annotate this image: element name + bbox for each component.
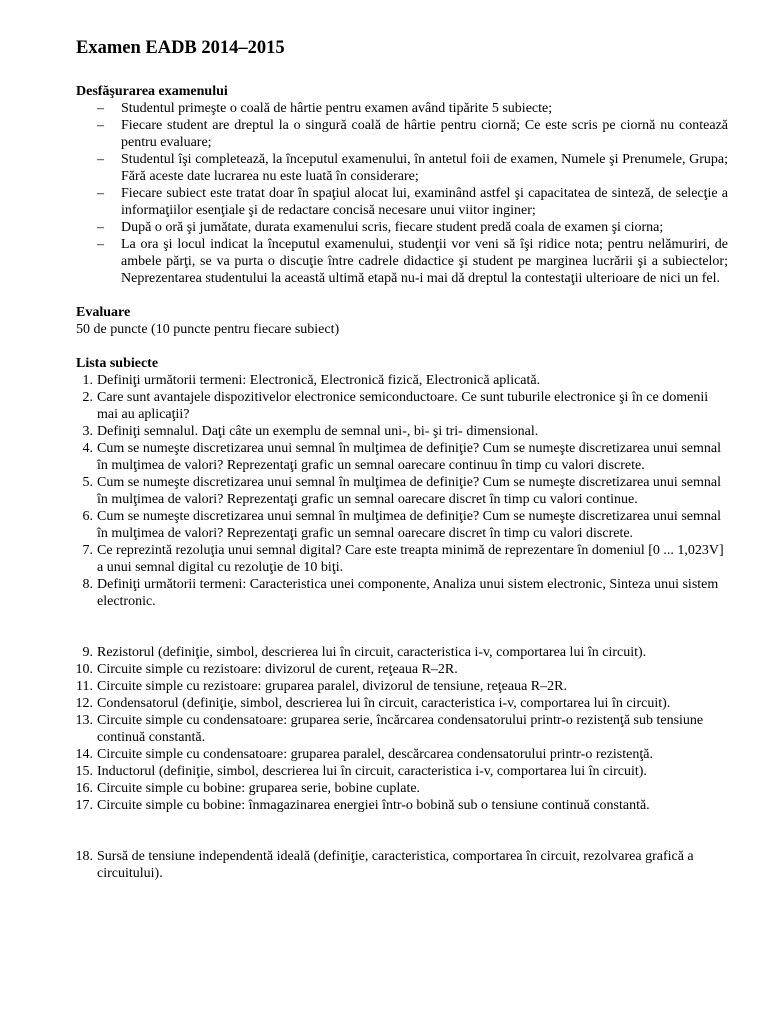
subject-item [76,848,728,882]
subject-item [76,695,728,712]
desfasurare-heading: Desfăşurarea examenului [76,84,228,99]
subject-number: 12. [75,696,93,711]
dash-bullet: – [97,101,104,116]
subject-text: Condensatorul (definiţie, simbol, descrierea lui în circuit, caracteristica i-v, comportarea lui în circuit). [97,696,671,711]
dash-bullet: – [97,237,104,252]
dash-bullet: – [97,118,104,133]
dash-bullet: – [97,186,104,201]
desfasurare-list [76,100,728,287]
subject-item [76,661,728,678]
subject-text: Circuite simple cu bobine: gruparea serie, bobine cuplate. [97,781,421,796]
subject-text: Circuite simple cu condensatoare: gruparea serie, încărcarea condensatorului printr-o rezistenţă sub tensiune continuă constantă. [97,713,704,745]
subject-text: Ce reprezintă rezoluţia unui semnal digital? Care este treapta minimă de reprezentare în domeniul [0 ... 1,023V] a unui semnal digital cu rezoluţie de 10 biţi. [97,543,724,575]
subject-item [76,372,728,389]
subject-number: 14. [75,747,93,762]
evaluare-text: 50 de puncte (10 puncte pentru fiecare subiect) [76,322,340,337]
subject-text: Cum se numeşte discretizarea unui semnal în mulţimea de definiţie? Cum se numeşte discretizarea unui semnal în mulţimea de valori? Reprezentaţi grafic un semnal oarecare continuu în timp cu valori discrete. [97,441,721,473]
list-item: – După o oră şi jumătate, durata examenului scris, fiecare student predă coala de examen şi ciorna; [97,220,664,235]
subject-list-3 [76,848,728,882]
subject-text: Rezistorul (definiţie, simbol, descrierea lui în circuit, caracteristica i-v, comportarea lui în circuit). [97,645,647,660]
subject-number: 9. [82,645,93,660]
subject-list-1 [76,372,728,610]
dash-bullet: – [97,220,104,235]
subject-text: Definiţi semnalul. Daţi câte un exemplu de semnal uni-, bi- şi tri- dimensional. [97,424,539,439]
list-item: – La ora şi locul indicat la începutul examenului, studenţii vor veni să îşi ridice nota; pentru nelămuriri, de ambele părţi, se va purta o discuţie între cadrele didactice şi student pe marginea lucrării şi a subiectelor; Neprezentarea studentului la această ultimă etapă nu-i mai dă dreptul la contestaţii ulterioare de nici un fel. [97,237,728,286]
subject-list-2 [76,644,728,814]
subject-text: Cum se numeşte discretizarea unui semnal în mulţimea de definiţie? Cum se numeşte discretizarea unui semnal în mulţimea de valori? Reprezentaţi grafic un semnal oarecare discret în timp cu valori discrete. [97,509,721,541]
subject-number: 11. [76,679,93,694]
subject-item [76,576,728,610]
dash-bullet: – [97,152,104,167]
subject-text: Inductorul (definiţie, simbol, descrierea lui în circuit, caracteristica i-v, comportarea lui în circuit). [97,764,647,779]
subject-text: Circuite simple cu rezistoare: divizorul de curent, reţeaua R–2R. [97,662,458,677]
subject-number: 8. [82,577,93,592]
subject-text: Definiţi următorii termeni: Electronică, Electronică fizică, Electronică aplicată. [97,373,541,388]
subject-item [76,474,728,508]
subject-item [76,440,728,474]
subject-number: 16. [75,781,93,796]
subject-item [76,644,728,661]
subject-text: Circuite simple cu bobine: înmagazinarea energiei într-o bobină sub o tensiune continuă constantă. [97,798,650,813]
subject-number: 5. [82,475,93,490]
subject-number: 7. [82,543,93,558]
subject-number: 18. [75,849,93,864]
subject-text: Definiţi următorii termeni: Caracteristica unei componente, Analiza unui sistem electronic, Sinteza unui sistem electronic. [97,577,719,609]
subject-item [76,712,728,746]
subject-item [76,797,728,814]
subject-number: 10. [75,662,93,677]
subject-number: 4. [82,441,93,456]
subject-number: 2. [82,390,93,405]
subject-number: 13. [75,713,93,728]
subject-text: Circuite simple cu rezistoare: gruparea paralel, divizorul de tensiune, reţeaua R–2R. [97,679,567,694]
subject-item [76,508,728,542]
evaluare-heading: Evaluare [76,305,131,320]
list-item: – Fiecare subiect este tratat doar în spaţiul alocat lui, examinând astfel şi capacitatea de sinteză, de selecţie a informaţiilor esenţiale şi de redactare concisă necesare unui viitor inginer; [97,186,728,218]
list-item: – Fiecare student are dreptul la o singură coală de hârtie pentru ciornă; Ce este scris pe ciornă nu contează pentru evaluare; [97,118,728,150]
subject-number: 15. [75,764,93,779]
subject-item [76,780,728,797]
subject-number: 6. [82,509,93,524]
subject-text: Care sunt avantajele dispozitivelor electronice semiconductoare. Ce sunt tuburile electronice şi în ce domenii mai au aplicaţii? [97,390,709,422]
subject-number: 3. [82,424,93,439]
subject-item [76,389,728,423]
subject-item [76,678,728,695]
subject-item [76,542,728,576]
subject-number: 1. [82,373,93,388]
page-title: Examen EADB 2014–2015 [76,38,285,58]
subject-item [76,423,728,440]
subject-text: Circuite simple cu condensatoare: gruparea paralel, descărcarea condensatorului printr-o rezistenţă. [97,747,653,762]
subject-item [76,763,728,780]
lista-heading: Lista subiecte [76,356,159,371]
subject-text: Sursă de tensiune independentă ideală (definiţie, caracteristica, comportarea în circuit, rezolvarea grafică a circuitului). [97,849,694,881]
subject-number: 17. [75,798,93,813]
list-item: – Studentul primeşte o coală de hârtie pentru examen având tipărite 5 subiecte; [97,101,553,116]
subject-text: Cum se numeşte discretizarea unui semnal în mulţimea de definiţie? Cum se numeşte discretizarea unui semnal în mulţimea de valori? Reprezentaţi grafic un semnal oarecare discret în timp cu valori continue. [97,475,721,507]
list-item: – Studentul îşi completează, la începutul examenului, în antetul foii de examen, Numele şi Prenumele, Grupa; Fără aceste date lucrarea nu este luată în considerare; [97,152,728,184]
subject-item [76,746,728,763]
